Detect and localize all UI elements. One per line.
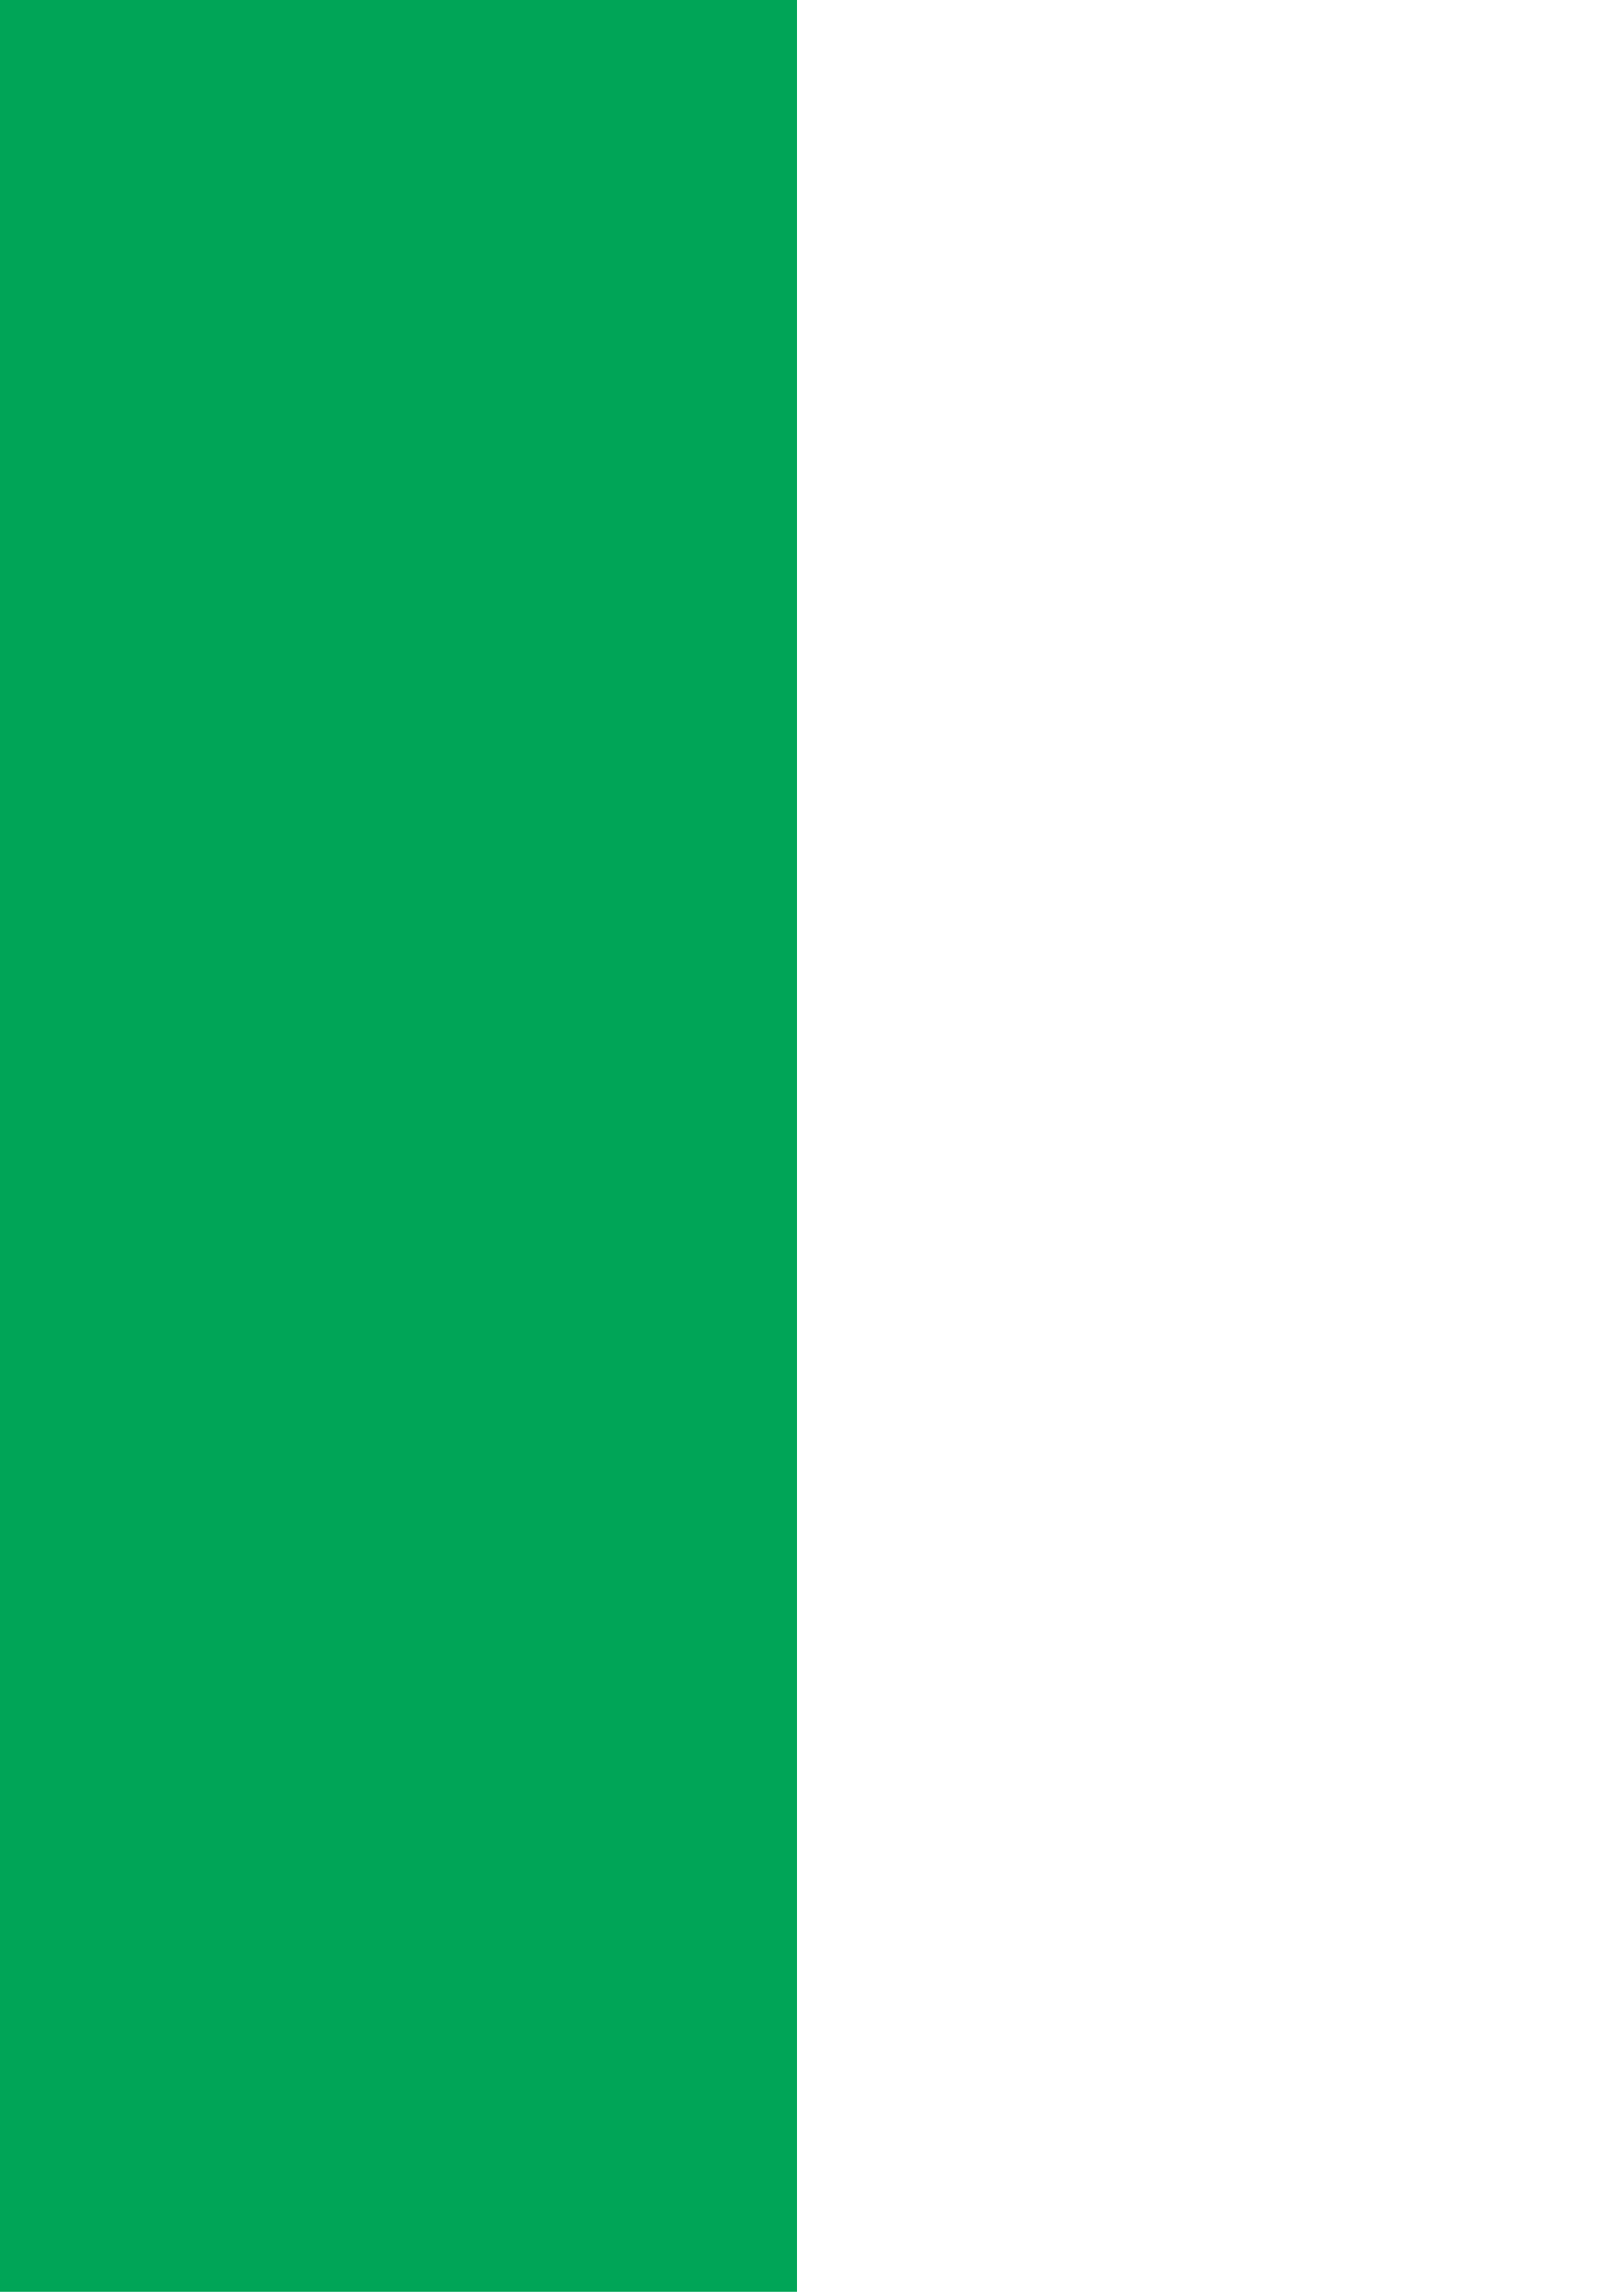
section-schraubenmontage — [62, 976, 772, 979]
section-anpassen-der-paneele — [62, 1752, 772, 1756]
page-subtitle — [62, 273, 772, 326]
panel-mounting-drawing — [797, 0, 1621, 2292]
text-panel — [0, 0, 797, 2292]
section-klebemontage — [62, 567, 772, 571]
page-title — [62, 57, 772, 145]
diagram-panel — [797, 0, 1621, 2292]
